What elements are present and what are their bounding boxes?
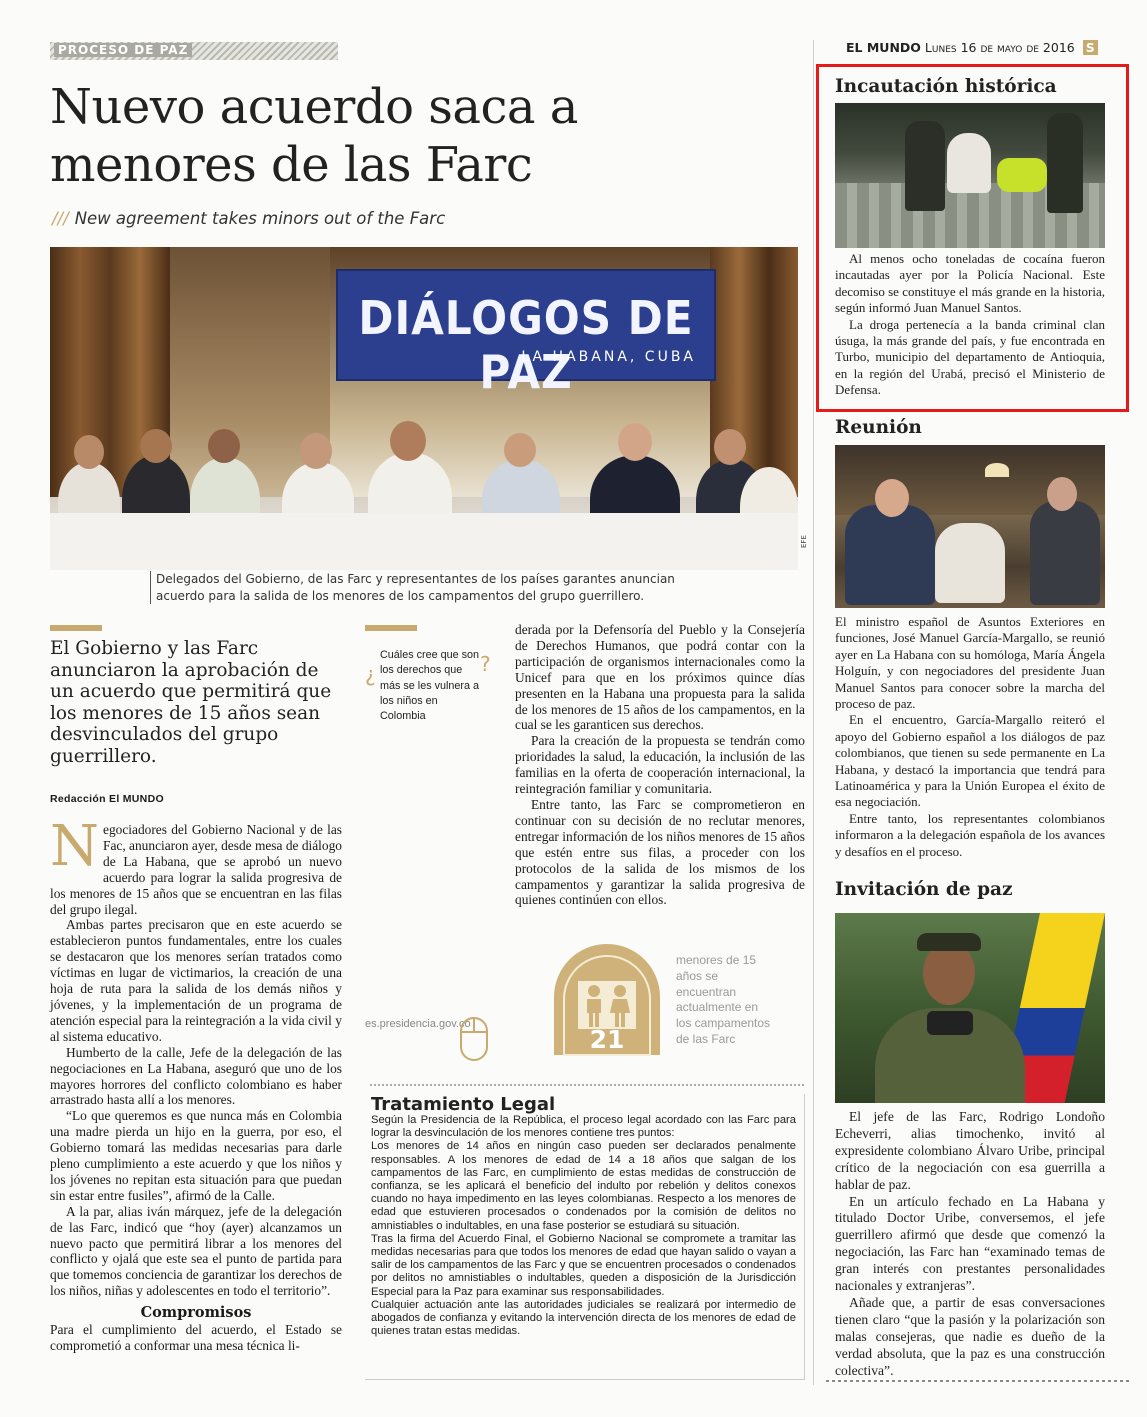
paragraph: Cualquier actuación ante las autoridades judiciales se realizará por intermedio de abogados de confianza y evitando la intervención directa de los menores de edad de quienes tratan estas medidas.	[371, 1298, 796, 1338]
subtitle	[52, 209, 445, 228]
lamp	[985, 463, 1009, 477]
quiz-accent-rule	[365, 625, 417, 631]
reader-question-text: Cuáles cree que son los derechos que más se les vulnera a los niños en Colombia	[380, 649, 480, 723]
lead-accent-rule	[50, 625, 102, 631]
dialogos-banner	[336, 269, 716, 399]
byline: Redacción El MUNDO	[50, 793, 164, 805]
paragraph: A la par, alias iván márquez, jefe de la delegación de las Farc, indicó que “hoy (ayer) alcanzamos un nuevo pacto que permitirá librar a los menores del conflicto y ojalá que este sea el punto de partida para que tomemos conciencia de garantizar los derechos de los niños, niñas y adolescentes en todo el territorio”.	[50, 1203, 342, 1299]
sidebar-divider	[813, 40, 814, 1385]
paragraph: Humberto de la calle, Jefe de la delegación de las negociaciones en La Habana, aseguró que uno de los mayores horrores del conflicto colombiano es haber arrastrado hasta allí a los menores.	[50, 1044, 342, 1108]
main-photo	[50, 247, 798, 570]
footer-divider	[826, 1380, 1131, 1382]
official	[947, 133, 991, 193]
delegate-head	[74, 435, 104, 469]
photo-caption: Delegados del Gobierno, de las Farc y representantes de los países garantes anuncian acuerdo para la salida de los menores de los campamentos del grupo guerrillero.	[150, 571, 710, 604]
paragraph: Tras la firma del Acuerdo Final, el Gobierno Nacional se compromete a tramitar las medidas necesarias para que todos los menores de edad que hayan salido o vayan a salir de los campamentos de las Farc y que se encuentren procesados o condenados por delitos no amnistiables o indultables, queden a disposición de la Jurisdicción Especial para la Paz para examinar sus responsabilidades.	[371, 1232, 796, 1298]
minors-count-badge	[546, 937, 668, 1059]
source-url[interactable]: es.presidencia.gov.co	[365, 1018, 471, 1030]
question-close-icon: ?	[480, 652, 491, 676]
story1-text	[835, 251, 1105, 399]
delegate	[1030, 501, 1100, 605]
paper-name: EL MUNDO	[846, 40, 921, 55]
beret	[917, 933, 981, 951]
delegate-head	[1047, 477, 1077, 511]
slash-decoration-icon: ///	[52, 209, 69, 228]
delegate-head	[714, 429, 746, 465]
delegate-head	[208, 429, 240, 463]
delegate	[935, 523, 1005, 603]
paragraph: Según la Presidencia de la República, el proceso legal acordado con las Farc para lograr la desvinculación de los menores contiene tres puntos:	[371, 1114, 796, 1140]
delegate-head	[618, 423, 652, 461]
paragraph: Ambas partes precisaron que en este acuerdo se establecieron puntos fundamentales, entre los cuales se destacaron que los menores serían tratados como víctimas en lugar de victimarios, la creación de una hoja de ruta para la salida de los demás niños y jóvenes, y la implementación de un programa de atención especial para la reintegración a la vida civil y al sistema educativo.	[50, 917, 342, 1044]
paragraph: “Lo que queremos es que nunca más en Colombia una madre pierda un hijo en la guerra, por eso, el Gobierno tomará las medidas necesarias para darle pleno cumplimiento a este acuerdo y que los niños y los jóvenes no repitan esta situación para que puedan sin estar entre fusiles”, afirmó de la Calle.	[50, 1108, 342, 1203]
paragraph: Entre tanto, los representantes colombianos informaron a la delegación española de los avances y desafíos en el proceso.	[835, 810, 1105, 859]
paragraph-text: egociadores del Gobierno Nacional y de las Fac, anunciaron ayer, desde mesa de diálogo de La Habana, que se aprobó un nuevo acuerdo para lograr la salida progresiva de los menores de 15 años que se encuentran en las filas del grupo ilegal.	[50, 822, 342, 917]
paragraph: Para la creación de la propuesta se tendrán como prioridades la salud, la educación, la inclusión de las familias en la oferta de cooperación internacional, la reintegración familiar y comunitaria.	[515, 733, 805, 797]
paragraph: Para el cumplimiento del acuerdo, el Estado se comprometió a conformar una mesa técnica li-	[50, 1322, 342, 1353]
minister	[845, 505, 935, 605]
delegate-head	[140, 429, 172, 463]
article-column-1	[50, 814, 342, 1354]
section-letter-badge: S	[1083, 40, 1098, 55]
tratamiento-body	[371, 1114, 796, 1338]
delegate-head	[390, 421, 426, 461]
table-cloth	[50, 513, 798, 570]
story1-title: Incautación histórica	[835, 76, 1057, 97]
question-open-icon: ¿	[365, 662, 376, 686]
paragraph: derada por la Defensoría del Pueblo y la Consejería de Derechos Humanos, que podrá contar con la participación de organismos internacionales como la Unicef para que en los próximos quince días presenten en la Habana una propuesta para la salida de los menores de 15 años de los campamentos, en la cual se les garanticen sus derechos.	[515, 622, 805, 733]
compromisos-heading: Compromisos	[140, 1304, 252, 1322]
delegate-head	[504, 433, 536, 467]
timochenko-photo	[835, 913, 1105, 1103]
section-tag	[50, 42, 338, 60]
paragraph: La droga pertenecía a la banda criminal clan úsuga, la más grande del país, y fue encontrada en Turbo, municipio del departamento de Antioquia, en la región del Urabá, precisó el Ministerio de Defensa.	[835, 316, 1105, 398]
officer-vest	[997, 158, 1047, 192]
paragraph: El ministro español de Asuntos Exteriores en funciones, José Manuel García-Margallo, se reunió ayer en La Habana con su homóloga, María Ángela Holguín, y con negociadores del presidente Juan Manuel Santos para conocer sobre la marcha del proceso de paz.	[835, 614, 1105, 712]
story2-text	[835, 614, 1105, 860]
delegate-head	[300, 433, 332, 469]
officer	[1047, 113, 1083, 213]
masthead	[846, 40, 1098, 55]
paragraph: Al menos ocho toneladas de cocaína fueron incautadas ayer por la Policía Nacional. Este decomiso se constituye el más grande en la historia, según informó Juan Manuel Santos.	[835, 251, 1105, 316]
meeting-photo	[835, 445, 1105, 608]
photo-credit: EFE	[800, 535, 808, 548]
minister-head	[875, 479, 909, 517]
microphones	[927, 1011, 973, 1035]
paragraph: En un artículo fechado en La Habana y titulado Doctor Uribe, conversemos, el jefe guerrillero afirmó que desde que comenzó la negociación, las Farc han “examinado temas de gran interés con prestantes personalidades nacionales y extranjeras”.	[835, 1193, 1105, 1294]
section-tag-label: PROCESO DE PAZ	[54, 43, 192, 57]
minors-count-text: menores de 15 años se encuentran actualmente en los campamentos de las Farc	[676, 953, 771, 1046]
minors-count: 21	[589, 1025, 625, 1054]
paragraph: En el encuentro, García-Margallo reiteró el apoyo del Gobierno español a los diálogos de paz colombianos, que tienen su sede permanente en La Habana, y destacó la importancia que tendrá para Latinoamérica y para la Unión Europea el éxito de esa negociación.	[835, 712, 1105, 810]
story3-title: Invitación de paz	[835, 879, 1013, 900]
reader-question-box	[365, 646, 503, 726]
banner-title: DIÁLOGOS DE PAZ	[358, 291, 694, 399]
seizure-photo	[835, 103, 1105, 248]
dropcap: N	[50, 814, 99, 879]
story3-text	[835, 1109, 1105, 1380]
mouse-icon	[458, 1016, 490, 1062]
story2-title: Reunión	[835, 417, 922, 438]
paragraph: El jefe de las Farc, Rodrigo Londoño Echeverri, alias timochenko, invitó al expresidente colombiano Álvaro Uribe, principal crítico de la negociación con esa guerrilla a hablar de paz.	[835, 1109, 1105, 1192]
tratamiento-divider	[370, 1084, 806, 1086]
issue-date: Lunes 16 de mayo de 2016	[924, 40, 1075, 55]
subtitle-text: New agreement takes minors out of the Farc	[74, 209, 446, 228]
paragraph: Añade que, a partir de esas conversaciones tienen claro “que la pasión y la polarización son malas consejeras, que nadie es dueño de la verdad absoluta, que la paz es una construcción colectiva”.	[835, 1294, 1105, 1378]
paragraph: Entre tanto, las Farc se comprometieron en continuar con su decisión de no reclutar menores, entregar información de los niños menores de 15 años que estén entre sus filas, a proceder con los protocolos de la salida de los mismos de los campamentos y garantizar la salida progresiva de quienes continúen con ellos.	[515, 796, 805, 908]
banner-subtitle: LA HABANA, CUBA	[521, 349, 696, 365]
article-column-2	[515, 622, 805, 908]
officer	[905, 121, 945, 211]
paragraph: Los menores de 14 años en ningún caso pueden ser declarados penalmente responsables. A los menores de edad de 14 a 18 años que salgan de los campamentos de las Farc, en cumplimiento de estas medidas de construcción de confianza, se les aplicará el beneficio del indulto por rebelión y delitos conexos cuando no haya impedimento en las leyes colombianas. Respecto a los menores de edad que estuvieren procesados o condenados por la comisión de delitos no amnistiables o indultables, en una fase posterior se estudiará su situación.	[371, 1140, 796, 1232]
paragraph	[50, 814, 342, 917]
lead-paragraph: El Gobierno y las Farc anunciaron la aprobación de un acuerdo que permitirá que los menores de 15 años sean desvinculados del grupo guerrillero.	[50, 638, 332, 767]
tratamiento-title: Tratamiento Legal	[371, 1094, 556, 1115]
headline: Nuevo acuerdo saca a menores de las Farc	[50, 79, 578, 193]
